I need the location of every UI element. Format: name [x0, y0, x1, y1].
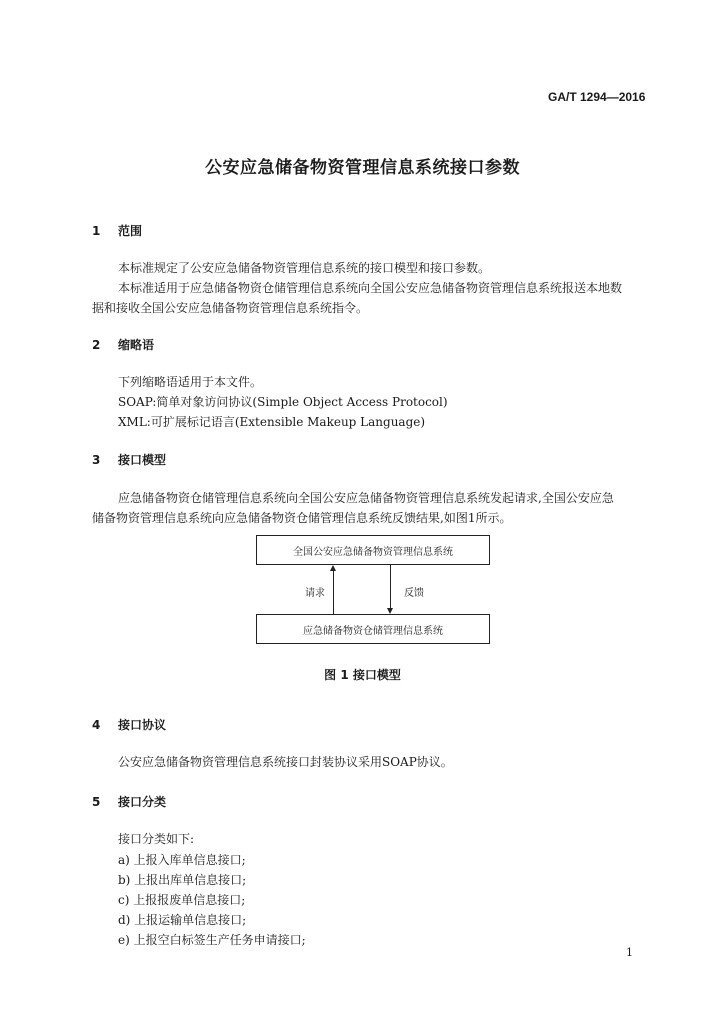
- section-number: 5: [92, 795, 101, 809]
- section-number: 4: [92, 718, 101, 732]
- national-system-box: [256, 535, 490, 565]
- box-label: 全国公安应急储备物资管理信息系统: [293, 546, 453, 558]
- section-heading-5: [92, 793, 166, 810]
- feedback-arrow-line: [390, 565, 391, 608]
- request-arrowhead: [330, 565, 336, 571]
- paragraph-line: 本标准适用于应急储备物资仓储管理信息系统向全国公安应急储备物资管理信息系统报送本地数: [118, 281, 623, 295]
- feedback-label: 反馈: [404, 588, 424, 599]
- paragraph-line: XML:可扩展标记语言(Extensible Makeup Language): [118, 415, 426, 429]
- paragraph-line: SOAP:简单对象访问协议(Simple Object Access Protocol): [118, 395, 448, 409]
- section-title: 接口分类: [118, 795, 167, 809]
- figure-caption: 图 1 接口模型: [324, 668, 401, 682]
- list-item: b) 上报出库单信息接口;: [118, 873, 247, 887]
- section-title: 范围: [118, 224, 143, 238]
- section-number: 2: [92, 338, 101, 352]
- page-number: 1: [626, 946, 633, 959]
- section-title: 接口协议: [118, 718, 167, 732]
- box-label: 应急储备物资仓储管理信息系统: [303, 625, 443, 637]
- section-title: 缩略语: [118, 338, 155, 352]
- list-item: d) 上报运输单信息接口;: [118, 913, 247, 927]
- section-heading-1: [92, 222, 142, 239]
- section-title: 接口模型: [118, 453, 167, 467]
- section-number: 1: [92, 224, 101, 238]
- list-item: c) 上报报废单信息接口;: [118, 893, 246, 907]
- paragraph-line: 应急储备物资仓储管理信息系统向全国公安应急储备物资管理信息系统发起请求,全国公安应急: [118, 491, 614, 505]
- document-title: 公安应急储备物资管理信息系统接口参数: [205, 158, 520, 178]
- section-number: 3: [92, 453, 101, 467]
- paragraph-line: 下列缩略语适用于本文件。: [118, 375, 263, 389]
- section-heading-3: [92, 451, 166, 468]
- section-heading-2: [92, 336, 154, 353]
- paragraph-line: 公安应急储备物资管理信息系统接口封装协议采用SOAP协议。: [118, 755, 453, 769]
- request-arrow-line: [333, 571, 334, 614]
- paragraph-line: 接口分类如下:: [118, 832, 195, 846]
- warehouse-system-box: [256, 614, 490, 644]
- request-label: 请求: [305, 588, 325, 599]
- list-item: e) 上报空白标签生产任务申请接口;: [118, 933, 306, 947]
- paragraph-line: 本标准规定了公安应急储备物资管理信息系统的接口模型和接口参数。: [118, 261, 491, 275]
- paragraph-line: 据和接收全国公安应急储备物资管理信息系统指令。: [92, 301, 369, 315]
- paragraph-line: 储备物资管理信息系统向应急储备物资仓储管理信息系统反馈结果,如图1所示。: [92, 511, 512, 525]
- section-heading-4: [92, 716, 166, 733]
- standard-code: GA/T 1294—2016: [548, 90, 646, 104]
- list-item: a) 上报入库单信息接口;: [118, 853, 246, 867]
